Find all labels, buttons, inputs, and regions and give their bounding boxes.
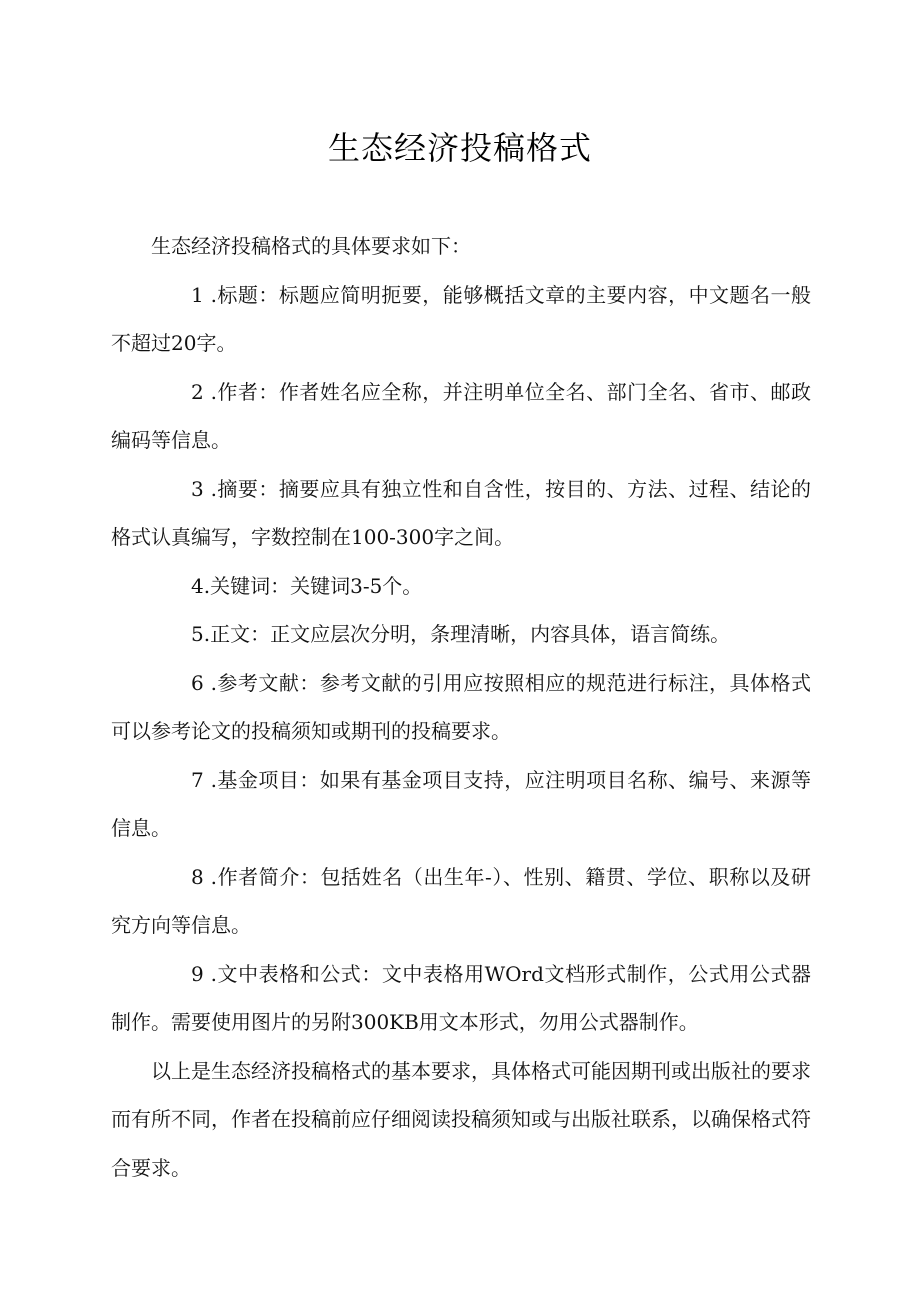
intro-paragraph: 生态经济投稿格式的具体要求如下：: [151, 234, 471, 258]
item-number: 4: [191, 573, 204, 598]
item-text: .基金项目：如果有基金项目支持，应注明项目名称、编号、来源等信息。: [111, 767, 811, 840]
item-title: [111, 271, 811, 368]
item-text: .文中表格和公式：文中表格用WOrd文档形式制作，公式用公式器制作。需要使用图片的另附300KB用文本形式，勿用公式器制作。: [111, 961, 811, 1034]
item-number: 5: [191, 622, 204, 646]
item-author: [111, 368, 811, 465]
item-keywords: [111, 562, 811, 611]
item-number: 7: [191, 767, 204, 792]
item-tables-formulas: [111, 950, 811, 1047]
item-funding: [111, 756, 811, 853]
item-abstract: [111, 465, 811, 562]
item-number: 2: [191, 379, 204, 404]
item-text: .正文：正文应层次分明，条理清晰，内容具体，语言简练。: [203, 622, 731, 646]
conclusion-paragraph: 以上是生态经济投稿格式的基本要求，具体格式可能因期刊或出版社的要求而有所不同，作者在投稿前应仔细阅读投稿须知或与出版社联系，以确保格式符合要求。: [111, 1058, 811, 1180]
item-references: [111, 659, 811, 756]
item-text: .标题：标题应简明扼要，能够概括文章的主要内容，中文题名一般不超过20字。: [111, 282, 811, 355]
item-text: .关键词：关键词3-5个。: [203, 573, 423, 598]
item-number: 1: [191, 282, 204, 307]
document-body: [111, 222, 811, 1192]
document-title: 生态经济投稿格式: [327, 129, 592, 167]
item-number: 9: [191, 961, 204, 986]
item-text: .参考文献：参考文献的引用应按照相应的规范进行标注，具体格式可以参考论文的投稿须知或期刊的投稿要求。: [111, 670, 811, 743]
item-number: 8: [191, 864, 204, 889]
item-number: 3: [191, 476, 204, 501]
item-text: .作者：作者姓名应全称，并注明单位全名、部门全名、省市、邮政编码等信息。: [111, 379, 811, 452]
item-text: .作者简介：包括姓名（出生年-）、性别、籍贯、学位、职称以及研究方向等信息。: [111, 864, 811, 937]
item-text: .摘要：摘要应具有独立性和自含性，按目的、方法、过程、结论的格式认真编写，字数控制在100-300字之间。: [111, 476, 811, 549]
item-number: 6: [191, 670, 204, 695]
item-main-text: [111, 610, 811, 659]
item-author-bio: [111, 853, 811, 950]
